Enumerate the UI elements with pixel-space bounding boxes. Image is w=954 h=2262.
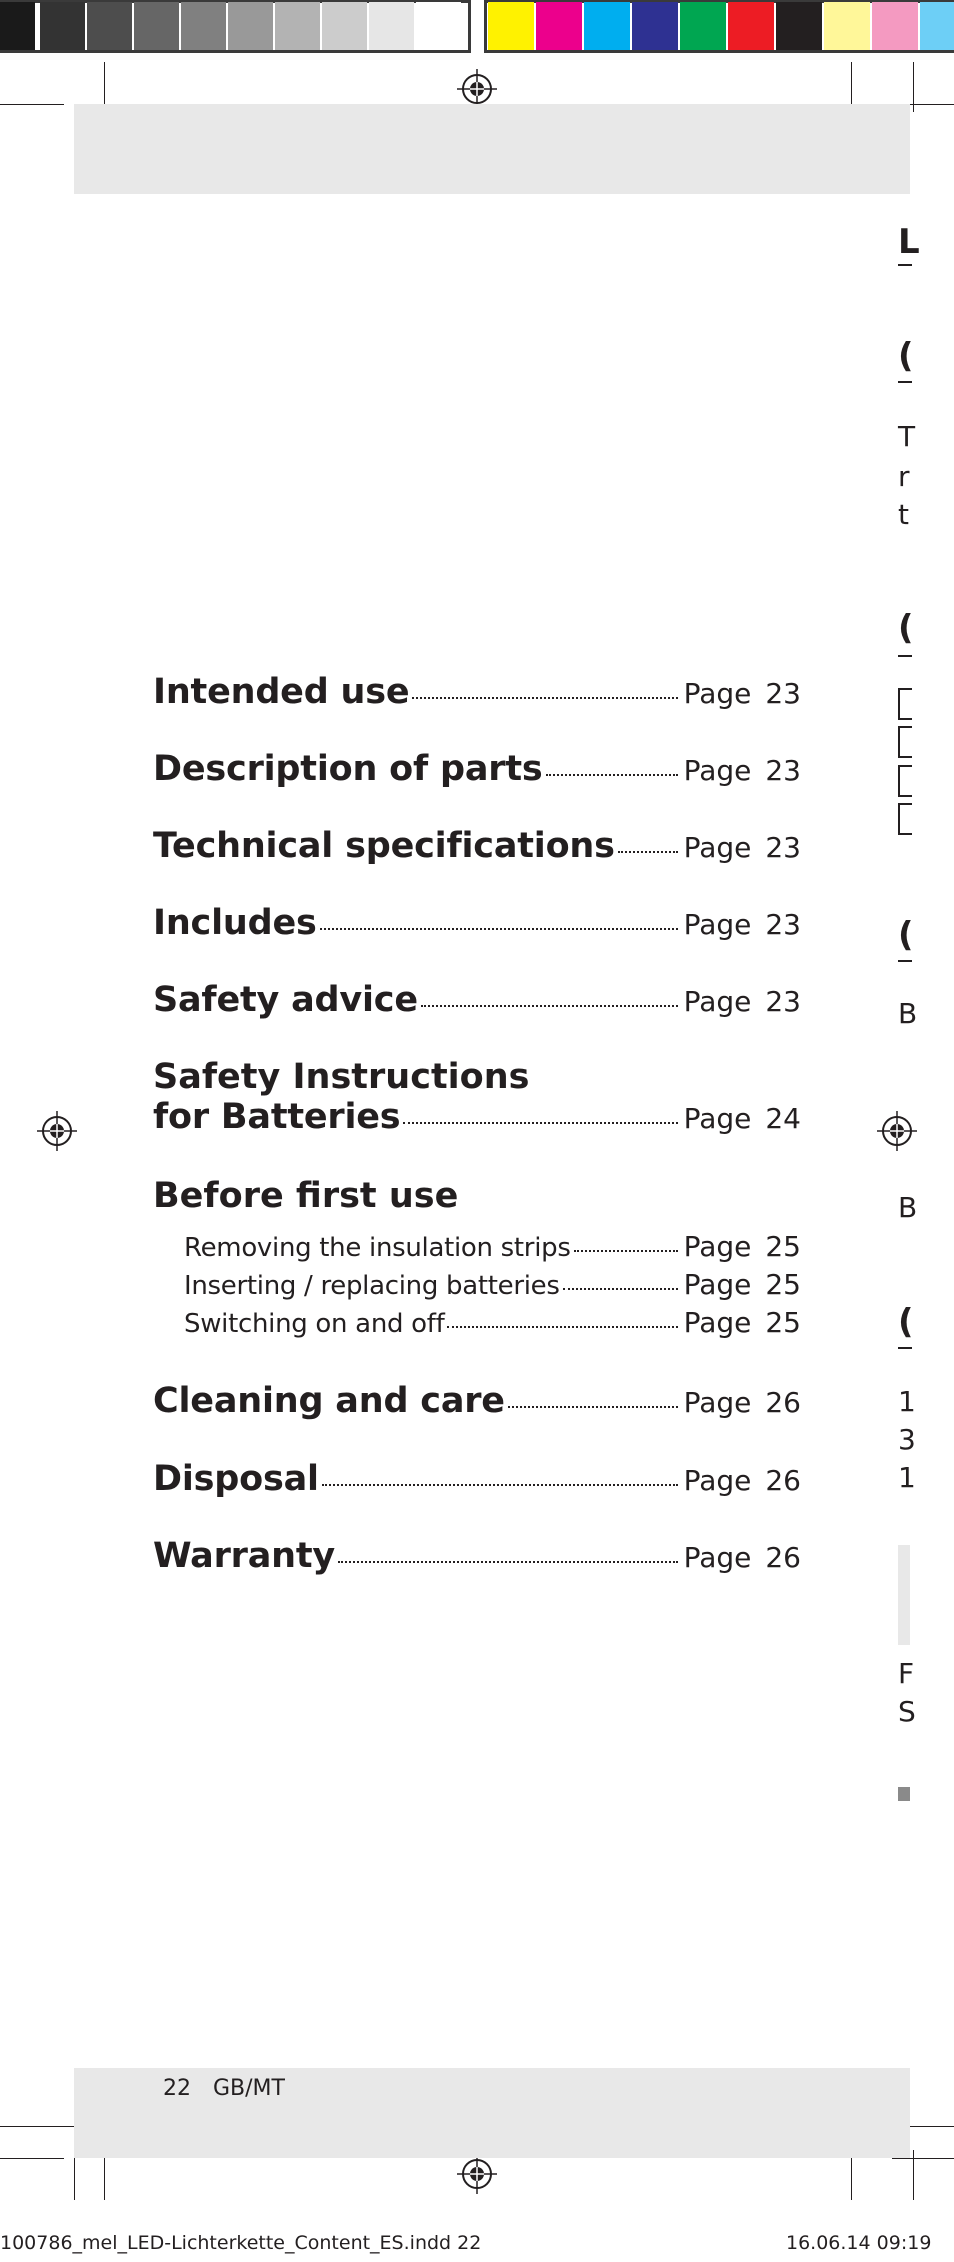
- toc-leader-dots: [447, 1326, 677, 1328]
- toc-leader-dots: [322, 1484, 678, 1486]
- next-page-edge-glyph: (: [898, 608, 914, 648]
- toc-entry-title: Cleaning and care: [153, 1381, 505, 1421]
- gray-swatch: [181, 2, 226, 50]
- toc-entry-includes[interactable]: [153, 903, 801, 943]
- color-swatch: [536, 2, 582, 50]
- toc-leader-dots: [508, 1406, 678, 1408]
- slug-file-name: 100786_mel_LED-Lichterkette_Content_ES.indd 22: [0, 2232, 482, 2254]
- next-page-edge-char: F: [898, 1657, 915, 1690]
- color-swatch: [488, 2, 534, 50]
- toc-leader-dots: [546, 774, 678, 776]
- footer-locale: GB/MT: [213, 2076, 285, 2101]
- registration-target-icon: [457, 2154, 497, 2194]
- toc-entry-title: Description of parts: [153, 749, 543, 789]
- toc-entry-title: Disposal: [153, 1459, 319, 1499]
- gray-swatch: [322, 2, 367, 50]
- toc-leader-dots: [563, 1288, 678, 1290]
- slug-datetime: 16.06.14 09:19: [786, 2232, 932, 2254]
- toc-page-ref: Page 26: [683, 1386, 801, 1419]
- color-swatch: [680, 2, 726, 50]
- toc-entry-intended-use[interactable]: [153, 672, 801, 712]
- color-swatch: [728, 2, 774, 50]
- toc-page-ref: Page 25: [683, 1306, 801, 1339]
- crop-mark: [913, 62, 914, 112]
- next-page-edge-rule: [898, 381, 912, 383]
- toc-subentry-removing-insulation[interactable]: [184, 1230, 801, 1263]
- color-swatch: [824, 2, 870, 50]
- next-page-edge-rule: [898, 264, 912, 266]
- toc-leader-dots: [421, 1005, 678, 1007]
- next-page-edge-table-cell: [898, 803, 912, 835]
- toc-entry-title: Intended use: [153, 672, 410, 712]
- toc-entry-safety-advice[interactable]: [153, 980, 801, 1020]
- toc-entry-title: for Batteries: [153, 1097, 401, 1137]
- toc-entry-title: Switching on and off: [184, 1309, 445, 1339]
- next-page-edge-glyph: (: [898, 1302, 914, 1342]
- toc-page-ref: Page 26: [683, 1464, 801, 1497]
- next-page-edge-rule: [898, 655, 912, 657]
- color-swatch: [776, 2, 822, 50]
- gray-swatch: [228, 2, 273, 50]
- toc-page-ref: Page 23: [683, 985, 801, 1018]
- crop-mark: [0, 104, 64, 105]
- toc-page-ref: Page 25: [683, 1230, 801, 1263]
- next-page-edge-rule: [898, 960, 912, 962]
- toc-entry-title: Includes: [153, 903, 317, 943]
- toc-page-ref: Page 23: [683, 908, 801, 941]
- toc-entry-technical-specifications[interactable]: [153, 826, 801, 866]
- next-page-edge-char: B: [898, 997, 918, 1030]
- toc-entry-title: Inserting / replacing batteries: [184, 1271, 560, 1301]
- crop-mark: [0, 2158, 64, 2159]
- next-page-edge-table-cell: [898, 765, 912, 797]
- next-page-edge-char: r: [898, 460, 910, 493]
- gray-swatch: [40, 2, 85, 50]
- color-swatch: [584, 2, 630, 50]
- next-page-edge-table-cell: [898, 688, 912, 720]
- toc-leader-dots: [403, 1122, 677, 1124]
- gray-swatch: [369, 2, 414, 50]
- toc-entry-title: Technical specifications: [153, 826, 615, 866]
- toc-subentry-switching-on-off[interactable]: [184, 1306, 801, 1339]
- gray-swatch: [134, 2, 179, 50]
- toc-entry-title: Removing the insulation strips: [184, 1233, 571, 1263]
- next-page-edge-gray-box: [898, 1545, 910, 1645]
- gray-swatch: [87, 2, 132, 50]
- toc-page-ref: Page 23: [683, 677, 801, 710]
- gray-swatch: [416, 2, 461, 50]
- toc-entry-warranty[interactable]: [153, 1536, 801, 1576]
- toc-leader-dots: [320, 928, 678, 930]
- toc-entry-safety-instructions-batteries[interactable]: [153, 1097, 801, 1137]
- toc-entry-before-first-use[interactable]: Before first use: [153, 1176, 459, 1216]
- toc-entry-description-of-parts[interactable]: [153, 749, 801, 789]
- toc-leader-dots: [338, 1561, 678, 1563]
- toc-page-ref: Page 23: [683, 754, 801, 787]
- crop-mark: [0, 2126, 82, 2127]
- toc-page-ref: Page 24: [683, 1102, 801, 1135]
- footer-page-number: 22: [163, 2076, 191, 2101]
- color-swatch: [632, 2, 678, 50]
- gray-swatch: [0, 2, 35, 50]
- toc-entry-disposal[interactable]: [153, 1459, 801, 1499]
- next-page-edge-char: L: [898, 222, 920, 262]
- toc-leader-dots: [574, 1250, 678, 1252]
- next-page-edge-table-cell: [898, 726, 912, 758]
- registration-target-icon: [877, 1111, 917, 1151]
- toc-page-ref: Page 25: [683, 1268, 801, 1301]
- registration-target-icon: [457, 69, 497, 109]
- registration-target-icon: [37, 1111, 77, 1151]
- toc-entry-cleaning-and-care[interactable]: [153, 1381, 801, 1421]
- next-page-edge-char: 1: [898, 1385, 916, 1418]
- color-swatch: [920, 2, 954, 50]
- header-band: [74, 104, 910, 194]
- toc-leader-dots: [618, 851, 678, 853]
- toc-page-ref: Page 26: [683, 1541, 801, 1574]
- next-page-edge-char: T: [898, 420, 916, 453]
- next-page-edge-rule: [898, 1347, 912, 1349]
- toc-page-ref: Page 23: [683, 831, 801, 864]
- next-page-edge-char: 1: [898, 1461, 916, 1494]
- next-page-edge-char: S: [898, 1695, 916, 1728]
- toc-entry-title: Safety advice: [153, 980, 418, 1020]
- color-swatch: [872, 2, 918, 50]
- next-page-edge-glyph: (: [898, 915, 914, 955]
- next-page-edge-glyph: (: [898, 336, 914, 376]
- next-page-edge-char: B: [898, 1191, 918, 1224]
- toc-entry-title: Warranty: [153, 1536, 335, 1576]
- toc-subentry-inserting-batteries[interactable]: [184, 1268, 801, 1301]
- footer-band: [74, 2068, 910, 2158]
- crop-mark: [892, 2158, 954, 2159]
- next-page-edge-char: t: [898, 498, 909, 531]
- toc-leader-dots: [412, 697, 677, 699]
- crop-mark: [913, 2150, 914, 2200]
- next-page-edge-char: 3: [898, 1423, 916, 1456]
- toc-entry-title-line1: Safety Instructions: [153, 1057, 530, 1097]
- next-page-edge-bullet: [898, 1787, 910, 1801]
- gray-swatch: [275, 2, 320, 50]
